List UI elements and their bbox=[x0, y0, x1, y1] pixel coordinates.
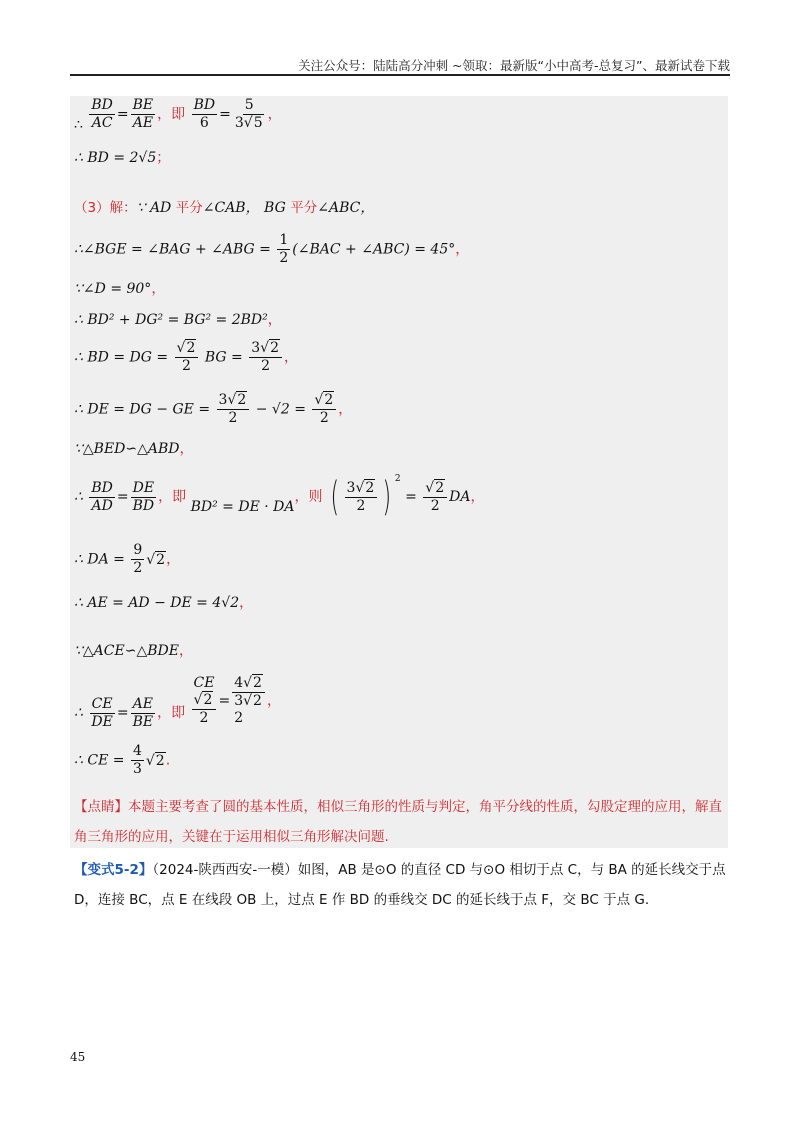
note-text: 本题主要考查了圆的基本性质，相似三角形的性质与判定，角平分线的性质，勾股定理的应用，解直角三角形的应用，关键在于运用相似三角形解决问题. bbox=[74, 799, 722, 845]
step-bd-dg: ∴ BD = DG = $\frac{√2}{2}$ BG = $\frac{3√2}{2}$ ， bbox=[74, 340, 298, 374]
step-de: ∴ DE = DG − GE = $\frac{3√2}{2}$ − √2 = $\frac{√2}{2}$ ， bbox=[74, 392, 353, 426]
step-ce: ∴ CE = $\frac{4}{3}$ √2. bbox=[74, 743, 171, 777]
frac-bd-ac: $\frac{BD}{AC}$ bbox=[91, 97, 113, 131]
step-part3-start: （3）解：∵ AD 平分∠CAB， BG 平分∠ABC， bbox=[74, 200, 375, 216]
step-ratio-3: ∴ $\frac{CE}{DE}$ = $\frac{AE}{BE}$ ，即 CE √2 2 = 4√2 3√2 2 ， bbox=[74, 675, 281, 730]
step-similar-1: ∵△BED∽△ABD， bbox=[74, 441, 194, 457]
variant-text: （2024-陕西西安-一模）如图，AB 是⊙O 的直径 CD 与⊙O 相切于点 C，与 BA 的延长线交于点 D，连接 BC，点 E 在线段 OB 上，过点 E 作 BD 的垂线交 DC 的延长线于点 F，交 BC 于点 G. bbox=[74, 862, 726, 908]
variant-problem bbox=[74, 855, 734, 915]
step-ratio-1: ∴ $\frac{BD}{AC}$ = $\frac{BE}{AE}$ ，即 $\frac{BD}{6}$ = $\frac{5}{3√5}$ ， bbox=[74, 97, 282, 133]
step-similar-2: ∵△ACE∽△BDE， bbox=[74, 643, 193, 659]
frac-be-ae: $\frac{BE}{AE}$ bbox=[132, 97, 154, 131]
step-bd-value: ∴ BD = 2√5； bbox=[74, 150, 171, 166]
step-ae: ∴ AE = AD − DE = 4√2， bbox=[74, 595, 254, 611]
key-point-note bbox=[74, 792, 724, 852]
note-tag: 【点睛】 bbox=[74, 799, 128, 815]
header-rule bbox=[70, 74, 730, 76]
step-right-angle: ∵∠D = 90°， bbox=[74, 281, 166, 297]
page-number: 45 bbox=[70, 1050, 86, 1064]
step-da: ∴ DA = $\frac{9}{2}$ √2， bbox=[74, 542, 181, 576]
variant-tag: 【变式5-2】 bbox=[74, 862, 153, 878]
step-angle-bge: ∴∠BGE = ∠BAG + ∠ABG = $\frac{1}{2}$ (∠BAC + ∠ABC) = 45°， bbox=[74, 232, 470, 266]
step-pythagoras: ∴ BD² + DG² = BG² = 2BD²， bbox=[74, 312, 282, 328]
step-ratio-2: ∴ $\frac{BD}{AD}$ = $\frac{DE}{BD}$ ，即 BD² = DE · DA，则 ( $\frac{3√2}{2}$ ) $^2$ = $\frac{√2}{2}$ DA， bbox=[74, 474, 485, 520]
page-header: 关注公众号：陆陆高分冲刺 ~领取：最新版“小中高考-总复习”、最新试卷下载 bbox=[298, 58, 730, 73]
